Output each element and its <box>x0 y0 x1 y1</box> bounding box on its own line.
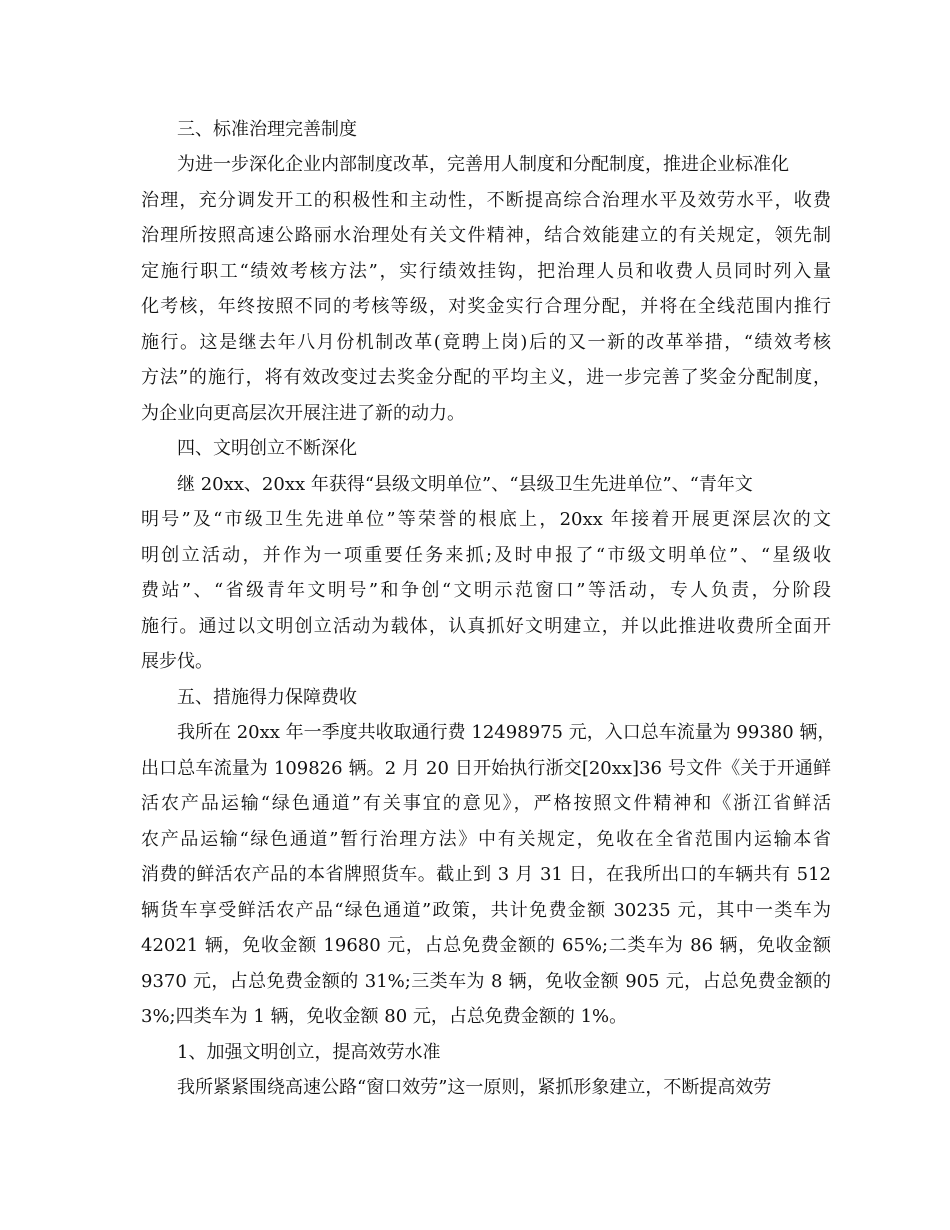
paragraph-line: 费站”、“省级青年文明号”和争创“文明示范窗口”等活动，专人负责，分阶段 <box>141 580 831 601</box>
paragraph-line: 42021 辆，免收金额 19680 元，占总免费金额的 65%;二类车为 86 辆，免收金额 <box>141 935 831 956</box>
paragraph-line: 活农产品运输“绿色通道”有关事宜的意见》，严格按照文件精神和《浙江省鲜活 <box>141 793 831 814</box>
paragraph-line: 出口总车流量为 109826 辆。2 月 20 日开始执行浙交[20xx]36 号文件《关于开通鲜 <box>141 758 831 779</box>
paragraph-line: 施行。通过以文明创立活动为载体，认真抓好文明建立，并以此推进收费所全面开 <box>141 616 831 637</box>
paragraph-line: 明创立活动，并作为一项重要任务来抓;及时申报了“市级文明单位”、“星级收 <box>141 545 831 566</box>
paragraph-line: 展步伐。 <box>141 651 213 672</box>
paragraph-line: 为企业向更高层次开展注进了新的动力。 <box>141 403 465 424</box>
paragraph-line: 为进一步深化企业内部制度改革，完善用人制度和分配制度，推进企业标准化 <box>177 154 789 175</box>
paragraph-line: 3%;四类车为 1 辆，免收金额 80 元，占总免费金额的 1%。 <box>141 1006 628 1027</box>
paragraph-line: 施行。这是继去年八月份机制改革(竟聘上岗)后的又一新的改革举措，“绩效考核 <box>141 332 831 353</box>
paragraph-line: 明号”及“市级卫生先进单位”等荣誉的根底上，20xx 年接着开展更深层次的文 <box>141 509 831 530</box>
paragraph-line: 定施行职工“绩效考核方法”，实行绩效挂钩，把治理人员和收费人员同时列入量 <box>141 261 831 282</box>
paragraph-line: 农产品运输“绿色通道”暂行治理方法》中有关规定，免收在全省范围内运输本省 <box>141 829 831 850</box>
paragraph-line: 9370 元，占总免费金额的 31%;三类车为 8 辆，免收金额 905 元，占总免费金额的 <box>141 971 831 992</box>
paragraph-line: 辆货车享受鲜活农产品“绿色通道”政策，共计免费金额 30235 元，其中一类车为 <box>141 900 831 921</box>
paragraph-line: 治理所按照高速公路丽水治理处有关文件精神，结合效能建立的有关规定，领先制 <box>141 225 831 246</box>
paragraph-line: 治理，充分调发开工的积极性和主动性，不断提高综合治理水平及效劳水平，收费 <box>141 190 831 211</box>
section-heading-4: 四、文明创立不断深化 <box>177 438 357 459</box>
paragraph-line: 方法”的施行，将有效改变过去奖金分配的平均主义，进一步完善了奖金分配制度， <box>141 367 831 388</box>
paragraph-line: 化考核，年终按照不同的考核等级，对奖金实行合理分配，并将在全线范围内推行 <box>141 296 831 317</box>
section-heading-3: 三、标准治理完善制度 <box>177 119 357 140</box>
paragraph-line: 我所在 20xx 年一季度共收取通行费 12498975 元，入口总车流量为 99380 辆， <box>177 722 836 743</box>
paragraph-line: 继 20xx、20xx 年获得“县级文明单位”、“县级卫生先进单位”、“青年文 <box>177 474 753 495</box>
subsection-heading-1: 1、加强文明创立，提高效劳水准 <box>177 1042 441 1063</box>
paragraph-line: 我所紧紧围绕高速公路“窗口效劳”这一原则，紧抓形象建立，不断提高效劳 <box>177 1077 772 1098</box>
section-heading-5: 五、措施得力保障费收 <box>177 687 357 708</box>
paragraph-line: 消费的鲜活农产品的本省牌照货车。截止到 3 月 31 日，在我所出口的车辆共有 512 <box>141 864 831 885</box>
